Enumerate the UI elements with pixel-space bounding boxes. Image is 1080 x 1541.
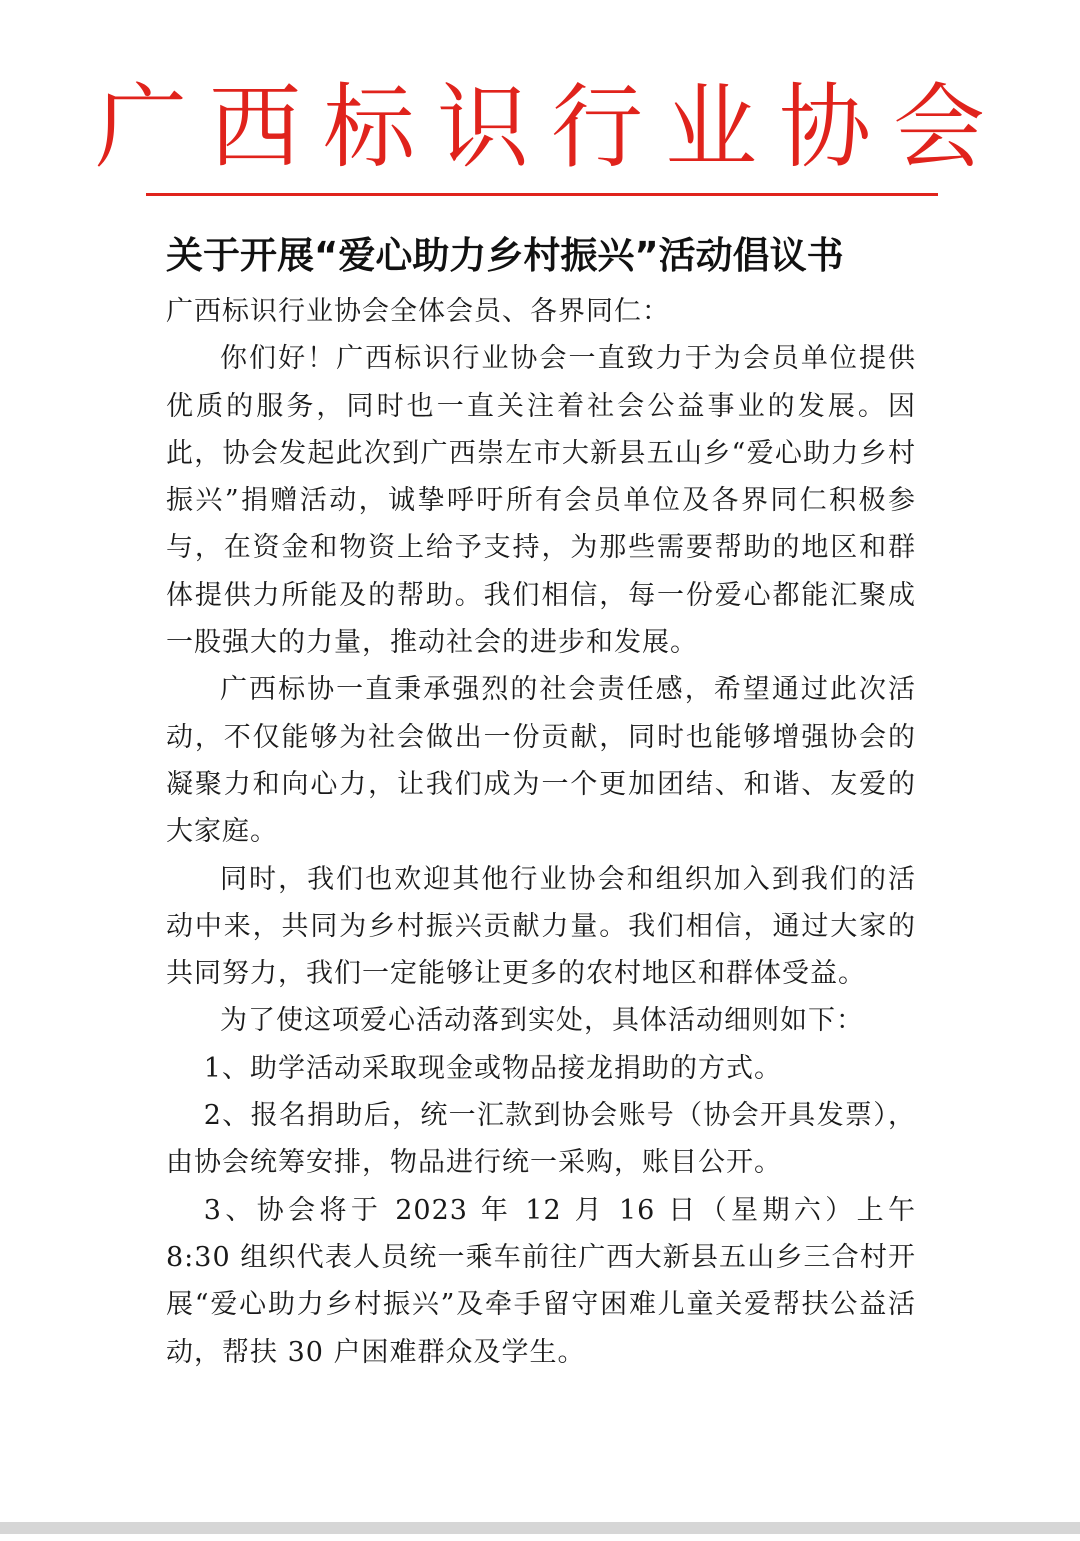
- paragraph: 为了使这项爱心活动落到实处，具体活动细则如下：: [220, 1005, 864, 1037]
- list-item: 3、协会将于 2023 年 12 月 16 日（星期六）上午 8:30 组织代表人员统一乘车前往广西大新县五山乡三合村开展“爱心助力乡村振兴”及牵手留守困难儿童关爱帮扶公益活动，帮扶 30 户困难群众及学生。: [166, 1194, 916, 1368]
- list-item: 2、报名捐助后，统一汇款到协会账号（协会开具发票），由协会统筹安排，物品进行统一采购，账目公开。: [166, 1100, 916, 1179]
- document-title: 关于开展“爱心助力乡村振兴”活动倡议书: [166, 234, 844, 277]
- page-bottom-bar: [0, 1522, 1080, 1534]
- document-body: [166, 288, 916, 1376]
- paragraph: 你们好！广西标识行业协会一直致力于为会员单位提供优质的服务，同时也一直关注着社会公益事业的发展。因此，协会发起此次到广西崇左市大新县五山乡“爱心助力乡村振兴”捐赠活动，诚挚呼吁所有会员单位及各界同仁积极参与，在资金和物资上给予支持，为那些需要帮助的地区和群体提供力所能及的帮助。我们相信，每一份爱心都能汇聚成一股强大的力量，推动社会的进步和发展。: [166, 343, 916, 659]
- list-item: 1、助学活动采取现金或物品接龙捐助的方式。: [203, 1052, 782, 1084]
- salutation: 广西标识行业协会全体会员、各界同仁：: [166, 296, 670, 327]
- paragraph: 广西标协一直秉承强烈的社会责任感，希望通过此次活动，不仅能够为社会做出一份贡献，同时也能够增强协会的凝聚力和向心力，让我们成为一个更加团结、和谐、友爱的大家庭。: [166, 674, 916, 848]
- letterhead-org-name: 广西标识行业协会: [94, 74, 1007, 181]
- paragraph: 同时，我们也欢迎其他行业协会和组织加入到我们的活动中来，共同为乡村振兴贡献力量。我们相信，通过大家的共同努力，我们一定能够让更多的农村地区和群体受益。: [166, 863, 916, 990]
- letterhead-divider: [146, 193, 938, 196]
